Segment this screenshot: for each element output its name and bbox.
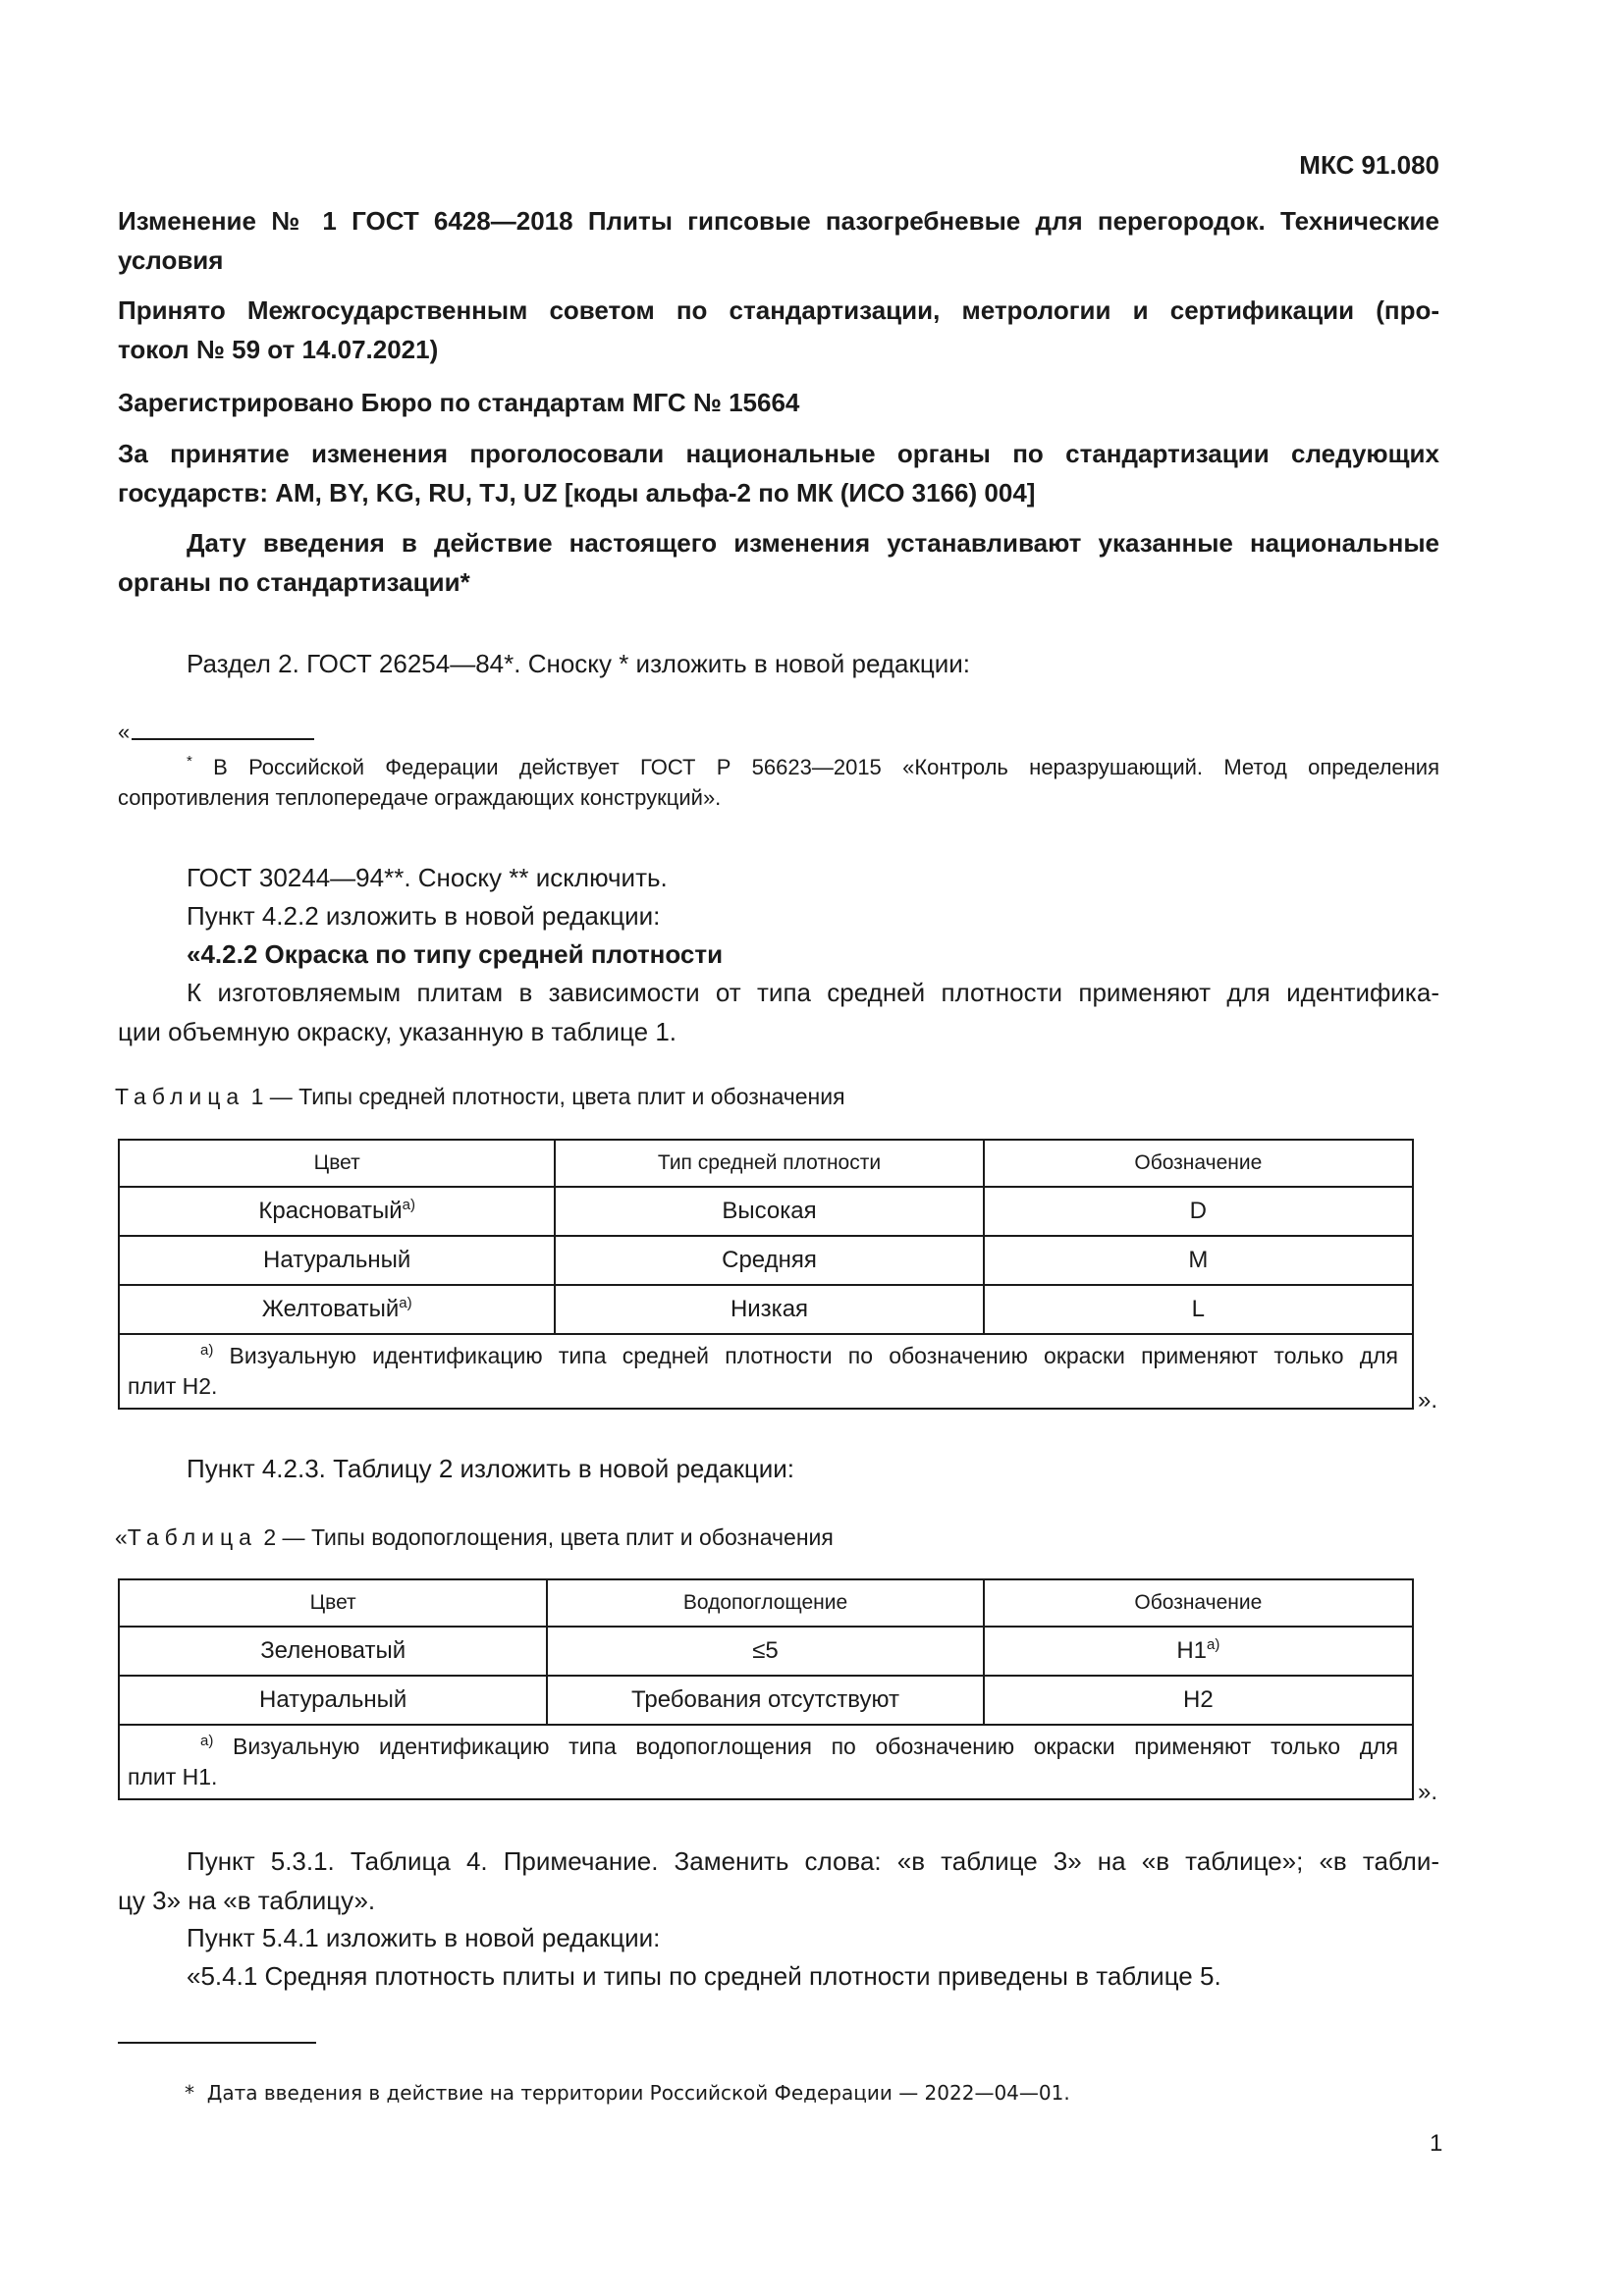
table2-header-row [119,1579,1413,1627]
table2-caption-text: 2 — Типы водопоглощения, цвета плит и обозначения [256,1524,834,1550]
table2-header-color: Цвет [119,1579,547,1627]
table-row [119,1285,1413,1334]
table1-caption-text: 1 — Типы средней плотности, цвета плит и обозначения [244,1084,845,1109]
quote-open: « [118,720,131,744]
table2-note-row [119,1725,1413,1799]
accepted-line1: Принято Межгосударственным советом по стандартизации, метрологии и сертификации (про- [118,295,1439,325]
table-row [119,1627,1413,1676]
footnote-separator [118,2042,316,2044]
table1 [118,1139,1414,1410]
table1-cell-designation: D [984,1187,1413,1236]
table1-cell-density: Средняя [555,1236,983,1285]
table1-header-density: Тип средней плотности [555,1140,983,1187]
item531-line1: Пункт 5.3.1. Таблица 4. Примечание. Заменить слова: «в таблице 3» на «в таблице»; «в табли- [187,1846,1439,1876]
table1-cell-designation: M [984,1236,1413,1285]
page-footnote-text: Дата введения в действие на территории Российской Федерации — 2022—04—01. [206,2081,1070,2105]
item422-text [118,973,1439,1051]
table2-cell-absorption: Требования отсутствуют [547,1676,983,1725]
table1-closing-quote: ». [1418,1387,1438,1414]
accepted-statement [118,291,1439,369]
table2 [118,1578,1414,1800]
table2-caption: «Таблица 2 — Типы водопоглощения, цвета плит и обозначения [115,1524,834,1550]
table1-cell-color: Красноватый$^{а)}$ [119,1187,555,1236]
table1-note-mark: а) [200,1342,214,1359]
table1-header-row [119,1140,1413,1187]
inner-footnote-line2: сопротивления теплопередаче ограждающих конструкций». [118,785,722,810]
table1-cell-color: Натуральный [119,1236,555,1285]
table2-note-text: Визуальную идентификацию типа водопоглощения по обозначению окраски применяют только для [213,1734,1398,1759]
table2-header-designation: Обозначение [984,1579,1413,1627]
table-row [119,1187,1413,1236]
table2-cell-color: Натуральный [119,1676,547,1725]
change-title-line1: Изменение № 1 ГОСТ 6428—2018 Плиты гипсовые пазогребневые для перегородок. Технические [118,206,1439,236]
item422-heading: «4.2.2 Окраска по типу средней плотности [187,939,724,969]
change-title-line2: условия [118,245,224,275]
table1-header-color: Цвет [119,1140,555,1187]
item422-text-line1: К изготовляемым плитам в зависимости от типа средней плотности применяют для идентифика- [187,978,1439,1007]
item531-line2: цу 3» на «в таблицу». [118,1886,376,1915]
item422-intro: Пункт 4.2.2 изложить в новой редакции: [187,901,661,931]
change-title [118,201,1439,280]
item423-instruction: Пункт 4.2.3. Таблицу 2 изложить в новой редакции: [187,1454,794,1483]
accepted-line2: токол № 59 от 14.07.2021) [118,335,439,364]
table2-cell-absorption: ≤5 [547,1627,983,1676]
gost30244-instruction: ГОСТ 30244—94**. Сноску ** исключить. [187,863,668,892]
inner-footnote-text: В Российской Федерации действует ГОСТ Р 56623—2015 «Контроль неразрушающий. Метод определения [191,755,1439,779]
table1-cell-density: Высокая [555,1187,983,1236]
table2-header-absorption: Водопоглощение [547,1579,983,1627]
inner-footnote-line1 [118,752,1439,782]
table1-caption [115,1084,845,1110]
table1-header-designation: Обозначение [984,1140,1413,1187]
table1-note-row [119,1334,1413,1409]
table2-note-line2: плит H1. [128,1764,218,1789]
section2-instruction: Раздел 2. ГОСТ 26254—84*. Сноску * изложить в новой редакции: [187,649,971,678]
table2-note-ref: а) [1207,1636,1220,1653]
page-footnote [185,2081,1070,2105]
registered-statement: Зарегистрировано Бюро по стандартам МГС № 15664 [118,388,800,417]
item422-text-line2: ции объемную окраску, указанную в таблице 1. [118,1017,677,1046]
date-line2: органы по стандартизации* [118,567,470,597]
table1-cell-designation: L [984,1285,1413,1334]
effective-date-statement [118,523,1439,602]
table1-cell-density: Низкая [555,1285,983,1334]
item541-intro: Пункт 5.4.1 изложить в новой редакции: [187,1923,661,1952]
item531-instruction [118,1842,1439,1920]
table2-note [119,1725,1413,1799]
inner-footnote [118,752,1439,813]
table2-closing-quote: ». [1418,1779,1438,1805]
table1-cell-color: Желтоватый$^{а)}$ [119,1285,555,1334]
table1-note-line2: плит H2. [128,1373,218,1399]
table-row [119,1236,1413,1285]
inner-footnote-mark: * [187,753,192,770]
footnote-separator-inner [132,738,314,740]
table1-note-text: Визуальную идентификацию типа средней плотности по обозначению окраски применяют только для [213,1343,1398,1368]
page-number: 1 [1430,2130,1443,2157]
table2-caption-word: Таблица [127,1524,257,1550]
voted-line1: За принятие изменения проголосовали национальные органы по стандартизации следующих [118,439,1439,468]
table1-note-ref: а) [399,1295,412,1311]
date-line1: Дату введения в действие настоящего изменения устанавливают указанные национальные [187,528,1439,558]
voted-line2: государств: AM, BY, KG, RU, TJ, UZ [коды альфа-2 по МК (ИСО 3166) 004] [118,478,1036,507]
page-footnote-mark: * [185,2081,194,2105]
item541-text: «5.4.1 Средняя плотность плиты и типы по средней плотности приведены в таблице 5. [187,1961,1221,1991]
table-row [119,1676,1413,1725]
mks-code: МКС 91.080 [1299,150,1439,180]
table2-cell-color: Зеленоватый [119,1627,547,1676]
table2-cell-designation: H2 [984,1676,1413,1725]
voted-statement [118,434,1439,512]
table1-caption-word: Таблица [115,1084,245,1109]
table1-note-ref: а) [402,1197,415,1213]
table2-cell-designation: $H1^{а)}$ [984,1627,1413,1676]
table1-note [119,1334,1413,1409]
table2-note-mark: а) [200,1733,214,1749]
